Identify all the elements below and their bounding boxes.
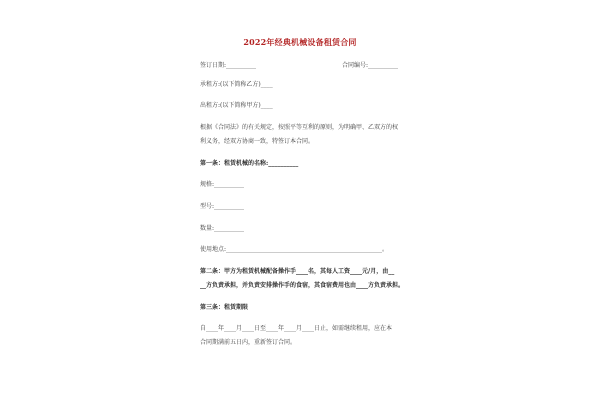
article-2-line-2: __方负责承担，并负责安排操作手的食宿，其食宿费用也由____方负责承担。 bbox=[200, 282, 405, 289]
contract-number-field: 合同编号:__________ bbox=[342, 62, 399, 69]
article-3-heading: 第三条：租赁期限 bbox=[200, 304, 249, 311]
preamble-line-1: 根据《合同法》的有关规定，按照平等互利的原则，为明确甲、乙双方的权 bbox=[200, 124, 399, 131]
lessee-line: 承租方:(以下简称乙方)____ bbox=[200, 81, 273, 88]
sign-date-field: 签订日期:__________ bbox=[200, 62, 257, 69]
location-field: 使用地点:____________________________________________________。 bbox=[200, 246, 389, 253]
term-line-2: 合同期满前五日内，重新签订合同。 bbox=[200, 339, 297, 346]
article-1-heading: 第一条：租赁机械的名称:__________ bbox=[200, 160, 299, 167]
document-title: 2022年经典机械设备租赁合同 bbox=[243, 37, 357, 47]
preamble-line-2: 利义务，经双方协商一致，特签订本合同。 bbox=[200, 138, 315, 145]
spec-field: 规格:__________ bbox=[200, 181, 245, 188]
article-2-line-1: 第二条：甲方为租赁机械配备操作手____名，其每人工资____元/月，由__ bbox=[200, 268, 395, 275]
model-field: 型号:__________ bbox=[200, 203, 245, 210]
quantity-field: 数量:__________ bbox=[200, 225, 245, 232]
lessor-line: 出租方:(以下简称甲方)____ bbox=[200, 102, 273, 109]
term-line-1: 自____年____月____日至____年____月____日止，如需继续租用，应在本 bbox=[200, 325, 393, 332]
